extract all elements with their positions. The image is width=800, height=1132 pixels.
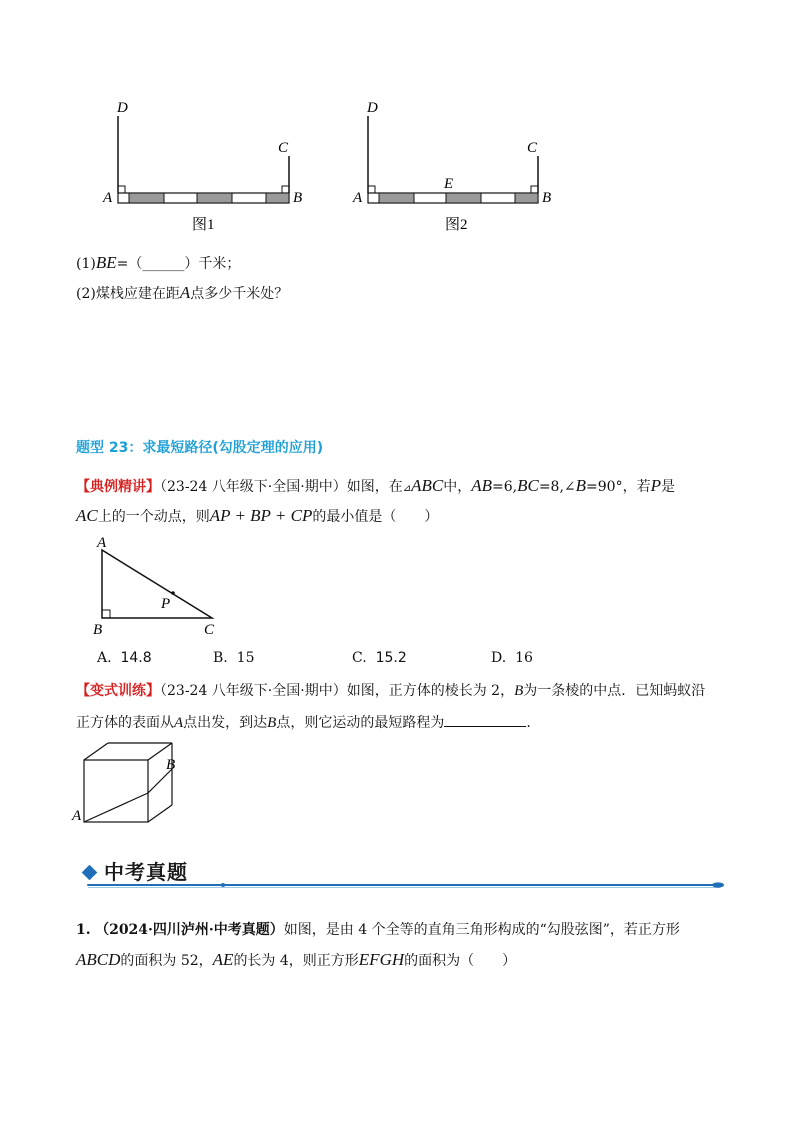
var-a: A xyxy=(179,283,191,302)
tri-label-c: C xyxy=(204,622,215,638)
figure-1 xyxy=(95,92,310,242)
variant-line-2: 正方体的表面从A点出发，到达B点，则它运动的最短路程为 . xyxy=(76,712,531,733)
fig1-caption: 图1 xyxy=(192,217,215,233)
figure-2 xyxy=(345,92,560,242)
fig2-label-d: D xyxy=(367,100,378,116)
option-a[interactable]: A. 14.8 xyxy=(97,650,152,666)
option-b[interactable]: B. 15 xyxy=(213,650,255,666)
cube-figure xyxy=(68,738,188,826)
variant-line-1: 【变式训练】（23-24 八年级下·全国·期中）如图，正方体的棱长为 2，B为一条棱的中点．已知蚂蚁沿 xyxy=(76,683,706,699)
variant-tag: 【变式训练】 xyxy=(76,683,160,699)
var-be: BE xyxy=(95,253,117,272)
cube-label-a: A xyxy=(72,808,82,824)
option-c[interactable]: C. 15.2 xyxy=(352,650,407,666)
problem-1-source: （2024·四川泸州·中考真题） xyxy=(95,922,284,938)
fig1-label-d: D xyxy=(117,100,128,116)
fig1-label-a: A xyxy=(103,190,113,206)
tri-label-b: B xyxy=(93,622,103,638)
problem-1-line-1: 1. （2024·四川泸州·中考真题）如图，是由 4 个全等的直角三角形构成的“勾股弦图”，若正方形 xyxy=(76,922,680,938)
fig2-label-b: B xyxy=(542,190,552,206)
answer-blank[interactable] xyxy=(444,712,526,727)
question-1: (1)BE=（______）千米； xyxy=(76,253,241,272)
example-tag: 【典例精讲】 xyxy=(76,479,160,495)
example-line-2: AC上的一个动点，则AP + BP + CP的最小值是（ ） xyxy=(76,506,439,525)
triangle-figure xyxy=(85,530,230,640)
fig2-caption: 图2 xyxy=(445,217,468,233)
fig1-label-c: C xyxy=(278,140,289,156)
fig2-label-c: C xyxy=(527,140,538,156)
question-2: (2)煤栈应建在距A点多少千米处？ xyxy=(76,283,289,302)
tri-label-a: A xyxy=(97,535,107,551)
fig2-label-e: E xyxy=(444,176,454,192)
fig1-label-b: B xyxy=(293,190,303,206)
tri-label-p: P xyxy=(161,596,171,612)
option-d[interactable]: D. 16 xyxy=(491,650,533,666)
section-title: 题型 23：求最短路径(勾股定理的应用) xyxy=(76,440,324,456)
example-expression: AP + BP + CP xyxy=(209,506,313,525)
problem-1-line-2: ABCD的面积为 52，AE的长为 4，则正方形EFGH的面积为（ ） xyxy=(76,950,517,969)
cube-label-b: B xyxy=(166,757,176,773)
banner-title: 中考真题 xyxy=(104,860,188,884)
example-line-1: 【典例精讲】（23-24 八年级下·全国·期中）如图，在⊿ABC中，AB=6,BC=8,∠B=90°，若P是 xyxy=(76,476,675,495)
fig2-label-a: A xyxy=(353,190,363,206)
problem-1-number: 1. xyxy=(76,922,91,938)
